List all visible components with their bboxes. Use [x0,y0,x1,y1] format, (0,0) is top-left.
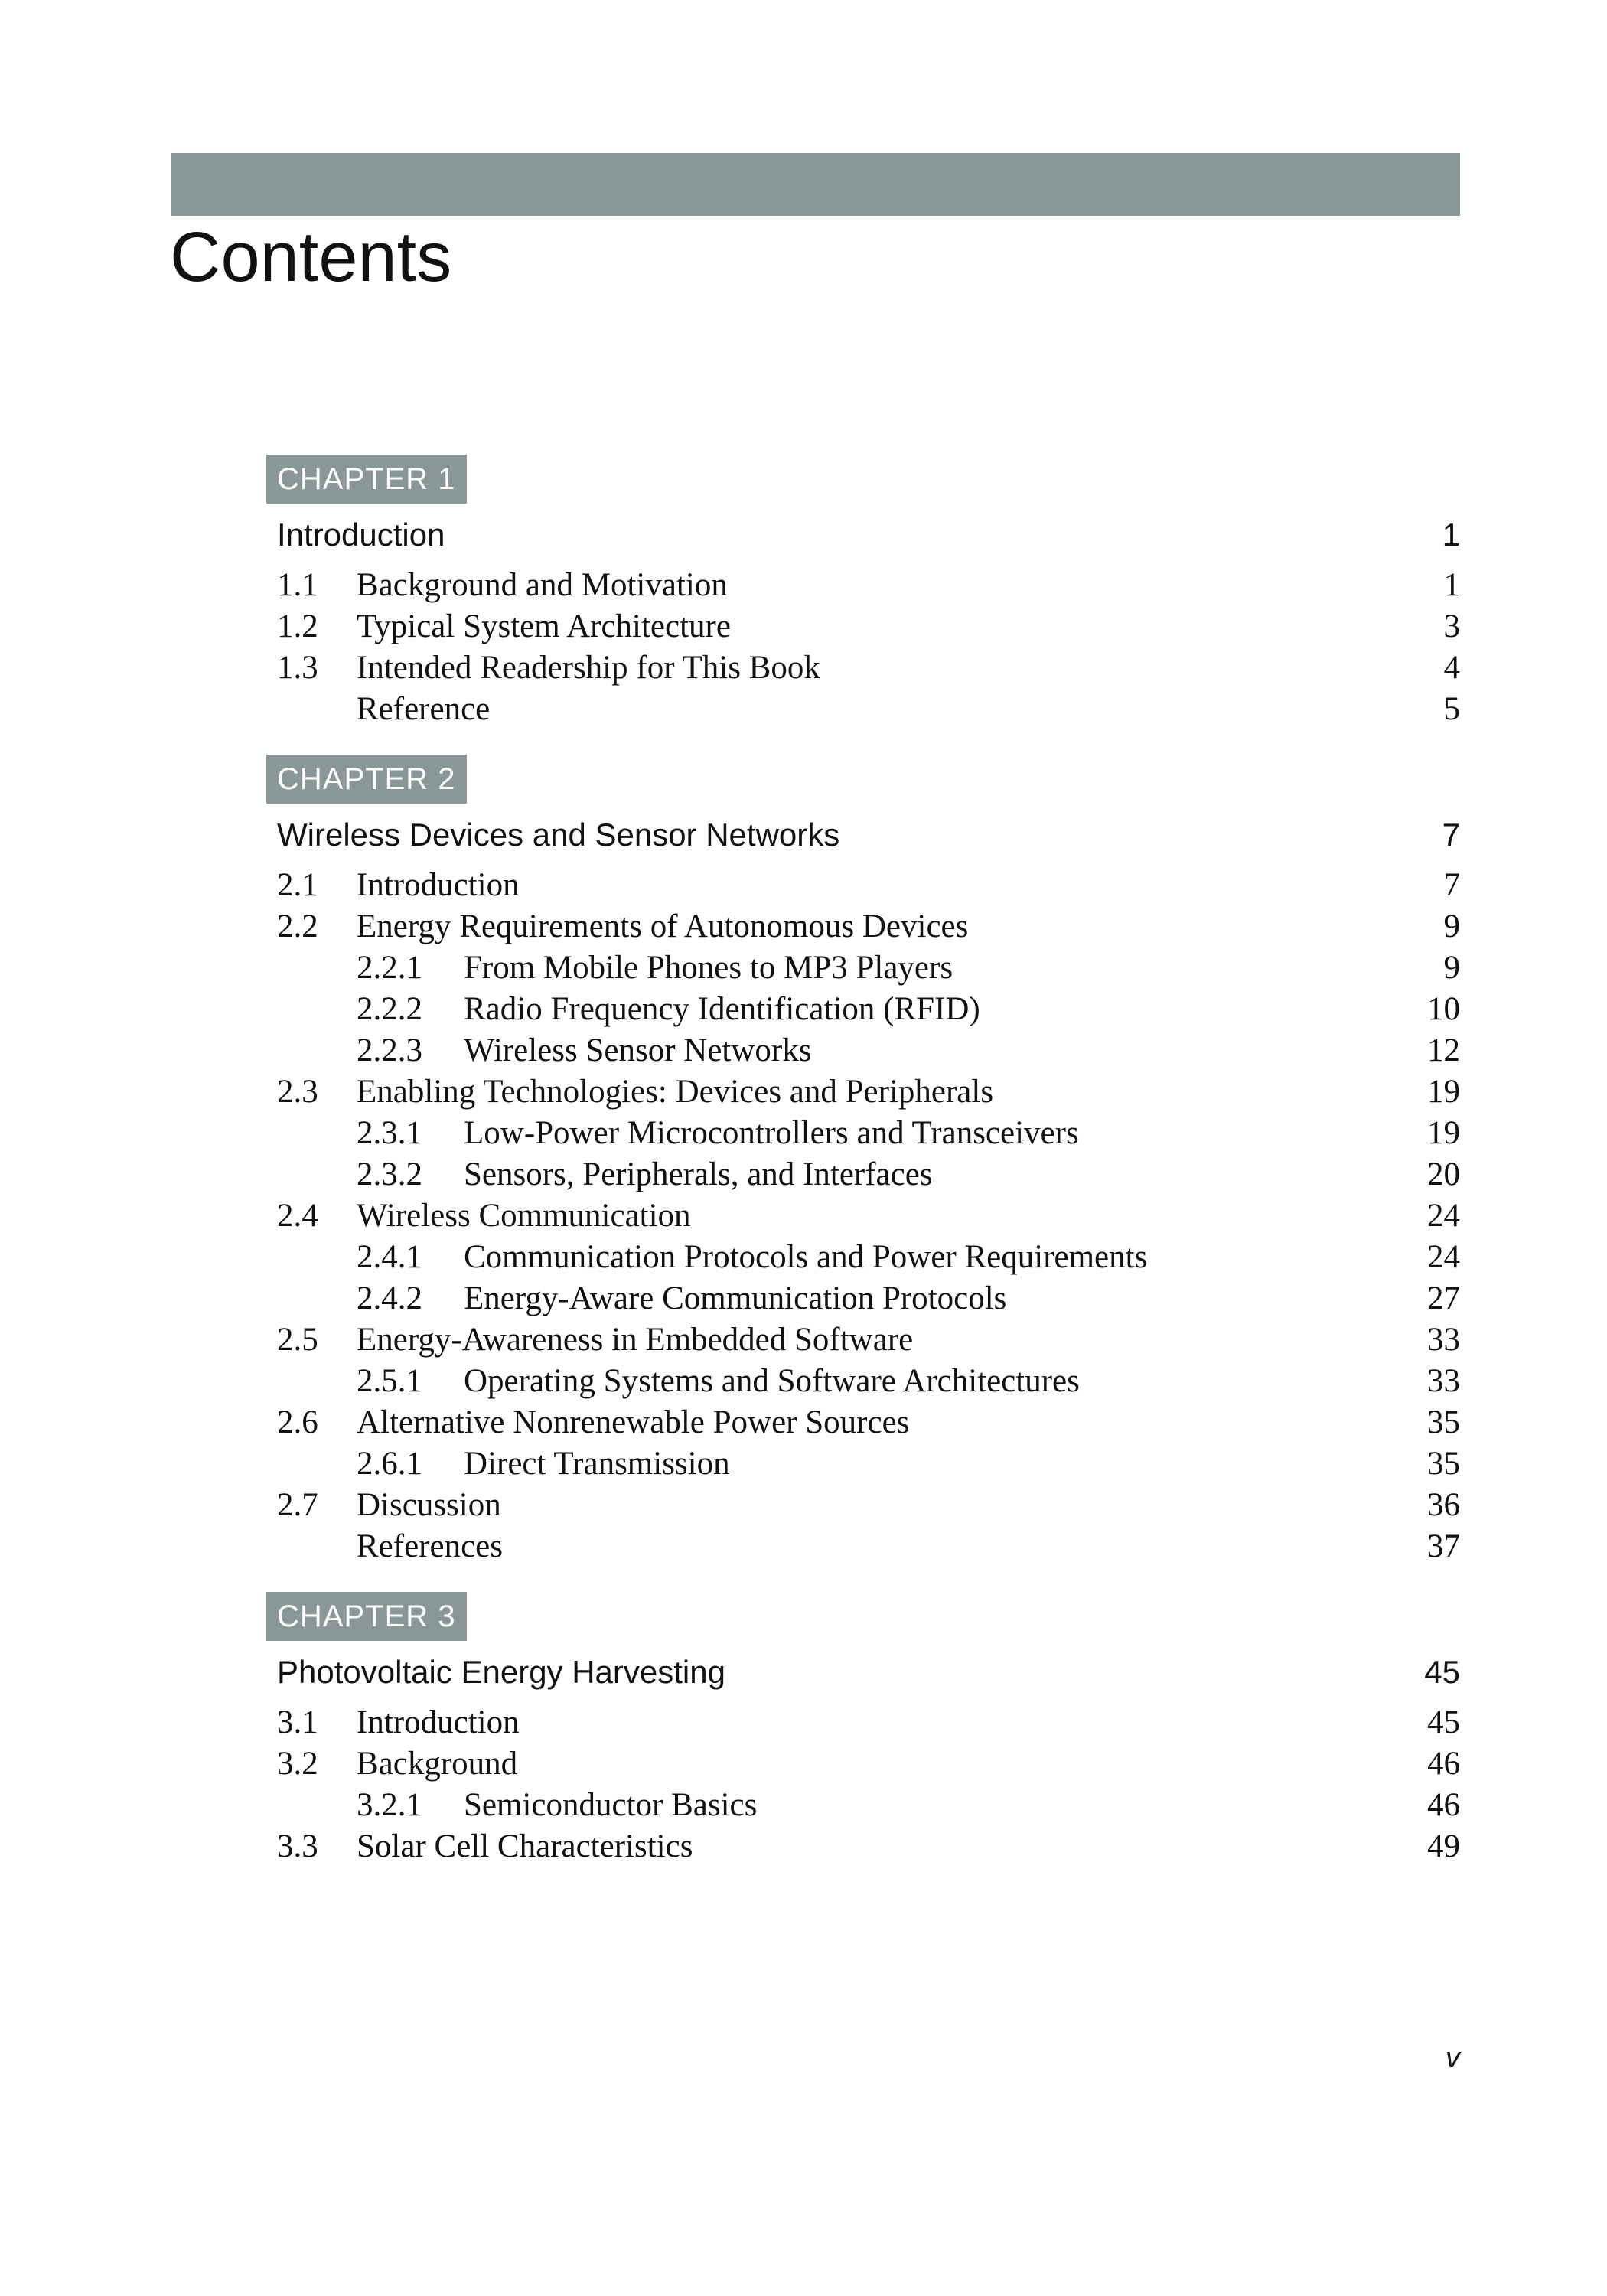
page-number: 46 [1427,1746,1460,1782]
section-title: Reference [357,691,491,727]
page-number: 12 [1427,1032,1460,1068]
page-number: 24 [1427,1198,1460,1234]
page-number: 36 [1427,1487,1460,1523]
chapter-2 [266,755,1460,1567]
toc-subentry[interactable] [266,1154,1460,1195]
page-number: 1 [1443,567,1460,603]
section-number: 2.7 [277,1487,318,1523]
section-number: 2.6.1 [357,1446,422,1482]
section-title: Wireless Sensor Networks [464,1032,812,1068]
chapter-title-row[interactable] [266,1652,1460,1693]
section-number: 2.2.1 [357,950,422,986]
chapter-label: CHAPTER 3 [266,1592,467,1641]
section-title: Introduction [357,1704,520,1740]
section-number: 2.6 [277,1404,318,1440]
section-title: Enabling Technologies: Devices and Peripherals [357,1074,994,1110]
page-number: 20 [1427,1156,1460,1192]
page-number: 37 [1427,1528,1460,1564]
section-number: 1.1 [277,567,318,603]
section-number: 2.3.1 [357,1115,422,1151]
toc-subentry[interactable] [266,1785,1460,1826]
page-number: 24 [1427,1239,1460,1275]
chapter-title: Photovoltaic Energy Harvesting [277,1654,725,1690]
toc-entry[interactable] [266,606,1460,647]
section-title: Introduction [357,867,520,903]
toc-entry[interactable] [266,1402,1460,1443]
section-title: Radio Frequency Identification (RFID) [464,991,980,1027]
toc-entry[interactable] [266,906,1460,947]
section-title: From Mobile Phones to MP3 Players [464,950,953,986]
toc-subentry[interactable] [266,1278,1460,1319]
toc-entry[interactable] [266,1071,1460,1113]
toc-entry[interactable] [266,1526,1460,1567]
section-title: Energy Requirements of Autonomous Devices [357,908,969,944]
page-number: 46 [1427,1787,1460,1823]
chapter-title: Wireless Devices and Sensor Networks [277,817,840,853]
section-number: 2.5 [277,1322,318,1358]
page-number: 33 [1427,1363,1460,1399]
page-number: 9 [1443,908,1460,944]
toc-entry[interactable] [266,689,1460,730]
toc-subentry[interactable] [266,1237,1460,1278]
page-number: 10 [1427,991,1460,1027]
section-number: 2.4 [277,1198,318,1234]
toc-entry[interactable] [266,565,1460,606]
toc-entry[interactable] [266,1826,1460,1867]
page-number: 1 [1442,517,1460,553]
toc-entry[interactable] [266,1485,1460,1526]
section-title: Operating Systems and Software Architectures [464,1363,1080,1399]
section-title: Semiconductor Basics [464,1787,758,1823]
section-title: Intended Readership for This Book [357,650,820,686]
section-number: 2.1 [277,867,318,903]
section-number: 2.3.2 [357,1156,422,1192]
page-number: 19 [1427,1074,1460,1110]
chapter-1 [266,455,1460,730]
section-title: Energy-Awareness in Embedded Software [357,1322,914,1358]
section-title: Discussion [357,1487,501,1523]
section-number: 3.3 [277,1828,318,1864]
page-number: 45 [1424,1654,1460,1690]
section-number: 2.4.2 [357,1280,422,1316]
page-folio: v [1446,2042,1460,2074]
chapter-title: Introduction [277,517,445,553]
section-number: 2.2.2 [357,991,422,1027]
toc-entry[interactable] [266,647,1460,689]
page-number: 4 [1443,650,1460,686]
page-number: 3 [1443,608,1460,644]
page-number: 35 [1427,1404,1460,1440]
section-title: Background and Motivation [357,567,728,603]
toc-entry[interactable] [266,1319,1460,1361]
table-of-contents [266,455,1460,1892]
page-number: 49 [1427,1828,1460,1864]
section-number: 2.3 [277,1074,318,1110]
section-number: 3.1 [277,1704,318,1740]
section-number: 2.2 [277,908,318,944]
page-number: 27 [1427,1280,1460,1316]
chapter-3 [266,1592,1460,1867]
section-number: 2.2.3 [357,1032,422,1068]
section-number: 1.3 [277,650,318,686]
toc-subentry[interactable] [266,1113,1460,1154]
section-title: Direct Transmission [464,1446,730,1482]
section-title: Background [357,1746,518,1782]
section-title: Alternative Nonrenewable Power Sources [357,1404,910,1440]
page-number: 19 [1427,1115,1460,1151]
section-title: Energy-Aware Communication Protocols [464,1280,1007,1316]
header-bar [171,153,1460,216]
page-number: 33 [1427,1322,1460,1358]
page-number: 7 [1442,817,1460,853]
section-title: Typical System Architecture [357,608,731,644]
toc-subentry[interactable] [266,989,1460,1030]
section-number: 2.4.1 [357,1239,422,1275]
toc-entry[interactable] [266,1702,1460,1743]
toc-entry[interactable] [266,1743,1460,1785]
section-title: Communication Protocols and Power Requirements [464,1239,1148,1275]
section-number: 2.5.1 [357,1363,422,1399]
toc-subentry[interactable] [266,1030,1460,1071]
chapter-title-row[interactable] [266,514,1460,556]
page-number: 5 [1443,691,1460,727]
section-title: Solar Cell Characteristics [357,1828,693,1864]
page-title: Contents [170,218,452,296]
toc-subentry[interactable] [266,947,1460,989]
page-number: 9 [1443,950,1460,986]
section-number: 3.2.1 [357,1787,422,1823]
page-number: 45 [1427,1704,1460,1740]
toc-entry[interactable] [266,1195,1460,1237]
section-title: Low-Power Microcontrollers and Transceivers [464,1115,1079,1151]
section-title: Wireless Communication [357,1198,691,1234]
section-title: References [357,1528,503,1564]
section-number: 1.2 [277,608,318,644]
toc-subentry[interactable] [266,1443,1460,1485]
section-title: Sensors, Peripherals, and Interfaces [464,1156,933,1192]
chapter-label: CHAPTER 1 [266,455,467,504]
section-number: 3.2 [277,1746,318,1782]
page-number: 7 [1443,867,1460,903]
page-number: 35 [1427,1446,1460,1482]
toc-entry[interactable] [266,865,1460,906]
toc-subentry[interactable] [266,1361,1460,1402]
chapter-title-row[interactable] [266,814,1460,856]
chapter-label: CHAPTER 2 [266,755,467,804]
